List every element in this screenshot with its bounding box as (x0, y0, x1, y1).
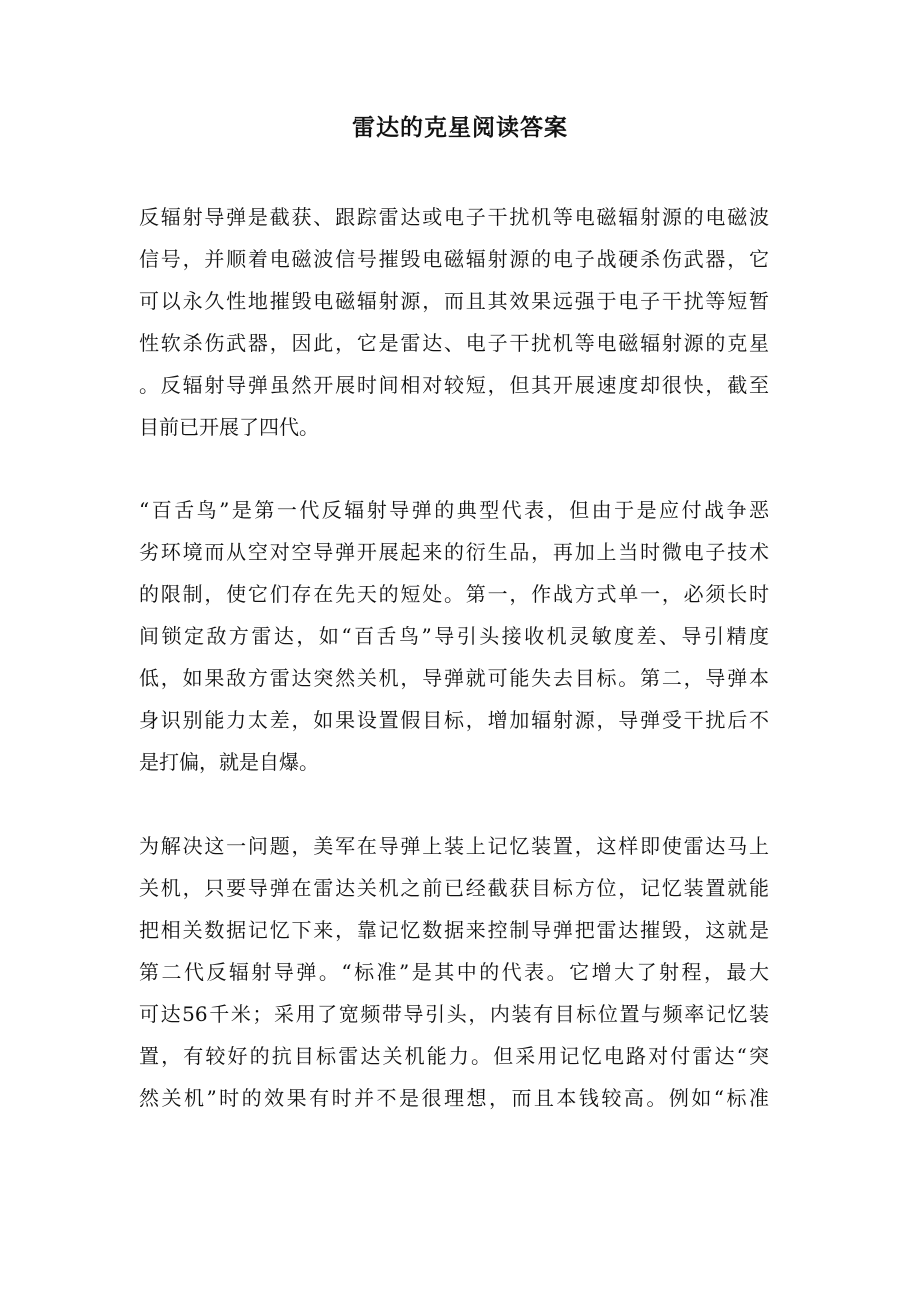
text-line: 为解决这一问题，美军在导弹上装上记忆装置，这样即使雷达马上 (139, 834, 769, 858)
text-line: 然关机”时的效果有时并不是很理想，而且本钱较高。例如“标准 (139, 1086, 769, 1110)
text-line: 性软杀伤武器，因此，它是雷达、电子干扰机等电磁辐射源的克星 (139, 331, 769, 355)
text-line: 可达56千米；采用了宽频带导引头，内装有目标位置与频率记忆装 (139, 1002, 769, 1026)
text-line: 。反辐射导弹虽然开展时间相对较短，但其开展速度却很快，截至 (139, 373, 769, 397)
text-line: 是打偏，就是自爆。 (139, 750, 319, 774)
page-title: 雷达的克星阅读答案 (352, 114, 568, 141)
text-line: 间锁定敌方雷达，如“百舌鸟”导引头接收机灵敏度差、导引精度 (139, 624, 769, 648)
text-line: 的限制，使它们存在先天的短处。第一，作战方式单一，必须长时 (139, 582, 769, 606)
text-line: 第二代反辐射导弹。“标准”是其中的代表。它增大了射程，最大 (139, 960, 769, 984)
text-line: 低，如果敌方雷达突然关机，导弹就可能失去目标。第二，导弹本 (139, 666, 769, 690)
text-line: 目前已开展了四代。 (139, 415, 319, 439)
text-line: 信号，并顺着电磁波信号摧毁电磁辐射源的电子战硬杀伤武器，它 (139, 247, 769, 271)
text-line: 置，有较好的抗目标雷达关机能力。但采用记忆电路对付雷达“突 (139, 1044, 769, 1068)
text-line: 身识别能力太差，如果设置假目标，增加辐射源，导弹受干扰后不 (139, 708, 769, 732)
paragraph-2 (139, 489, 769, 783)
text-line: 把相关数据记忆下来，靠记忆数据来控制导弹把雷达摧毁，这就是 (139, 918, 769, 942)
text-line: 关机，只要导弹在雷达关机之前已经截获目标方位，记忆装置就能 (139, 876, 769, 900)
paragraph-1 (139, 196, 769, 448)
text-line: 反辐射导弹是截获、跟踪雷达或电子干扰机等电磁辐射源的电磁波 (139, 205, 769, 229)
text-line: 劣环境而从空对空导弹开展起来的衍生品，再加上当时微电子技术 (139, 540, 769, 564)
paragraph-3 (139, 825, 769, 1119)
text-line: 可以永久性地摧毁电磁辐射源，而且其效果远强于电子干扰等短暂 (139, 289, 769, 313)
text-line: “百舌鸟”是第一代反辐射导弹的典型代表，但由于是应付战争恶 (139, 498, 769, 522)
